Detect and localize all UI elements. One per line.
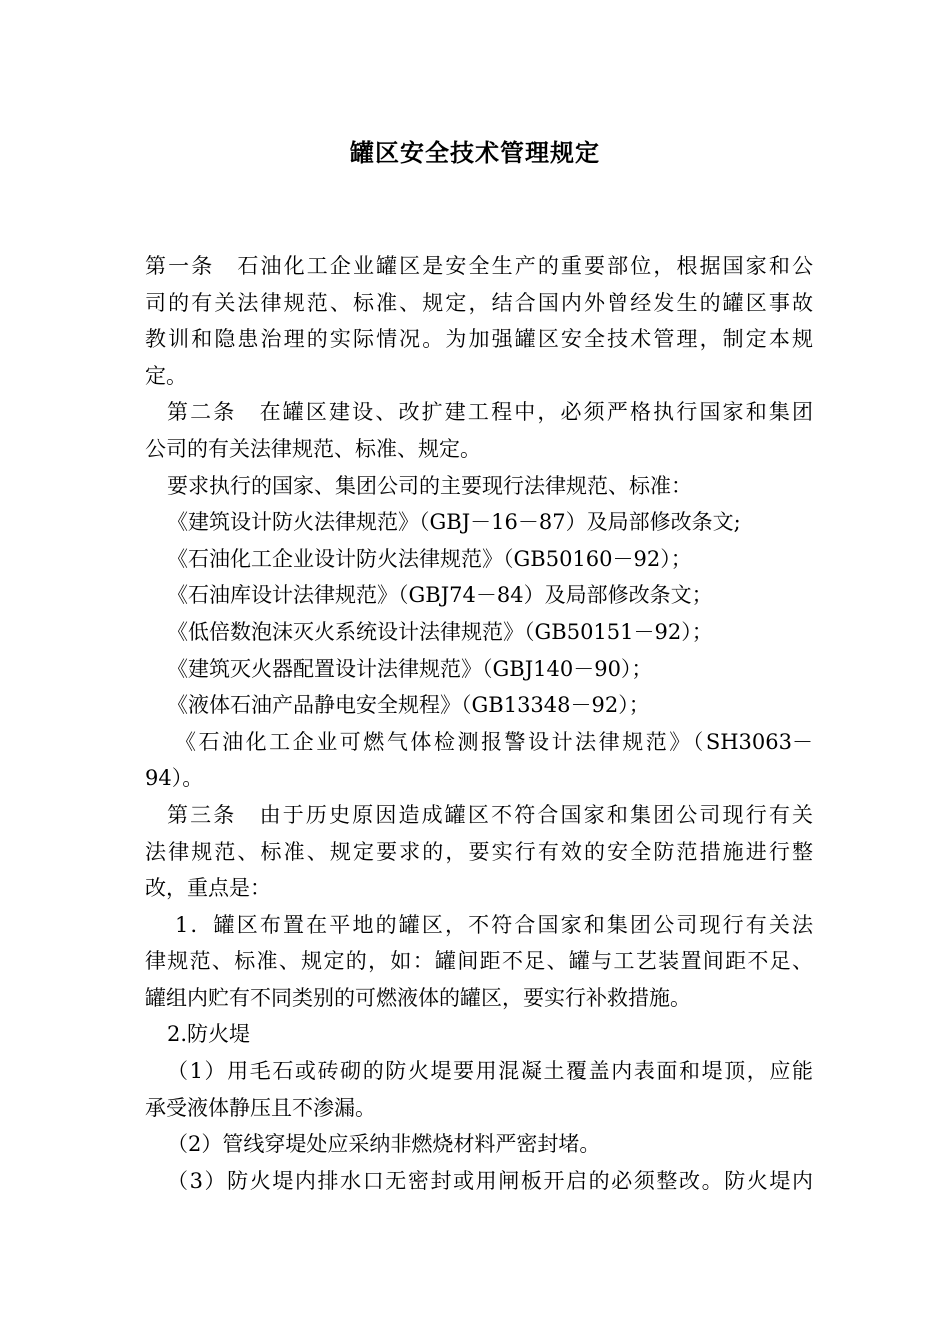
document-title: 罐区安全技术管理规定 <box>350 138 600 167</box>
paragraph-line: 第三条 由于历史原因造成罐区不符合国家和集团公司现行有关 <box>167 802 813 827</box>
paragraph-line: 第一条 石油化工企业罐区是安全生产的重要部位，根据国家和公 <box>145 254 813 278</box>
paragraph-line: 1．罐区布置在平地的罐区，不符合国家和集团公司现行有关法 <box>175 912 813 937</box>
list-item: 《建筑设计防火法律规范》（GBJ－16－87）及局部修改条文; <box>167 510 741 535</box>
paragraph-line: （1）用毛石或砖砌的防火堤要用混凝土覆盖内表面和堤顶，应能 <box>167 1059 813 1084</box>
paragraph-line: 公司的有关法律规范、标准、规定。 <box>145 436 481 461</box>
list-item: 《石油化工企业可燃气体检测报警设计法律规范》（SH3063－ <box>175 729 813 754</box>
list-item: 《建筑灭火器配置设计法律规范》（GBJ140－90）； <box>167 656 653 681</box>
paragraph-line: 教训和隐患治理的实际情况。为加强罐区安全技术管理，制定本规 <box>145 327 813 352</box>
list-item: 《石油库设计法律规范》（GBJ74－84）及局部修改条文； <box>167 583 713 608</box>
paragraph-line: 承受液体静压且不渗漏。 <box>145 1095 376 1120</box>
section-heading: 2.防火堤 <box>167 1022 251 1047</box>
paragraph-line: 法律规范、标准、规定要求的，要实行有效的安全防范措施进行整 <box>145 839 813 864</box>
paragraph-line: 司的有关法律规范、标准、规定，结合国内外曾经发生的罐区事故 <box>145 290 813 315</box>
document-body <box>145 248 813 1199</box>
paragraph-line: 要求执行的国家、集团公司的主要现行法律规范、标准： <box>167 473 692 498</box>
paragraph-line: 定。 <box>145 363 187 388</box>
paragraph-line: （2）管线穿堤处应采纳非燃烧材料严密封堵。 <box>167 1132 601 1157</box>
list-item: 《液体石油产品静电安全规程》（GB13348－92）； <box>167 693 650 718</box>
list-item: 《石油化工企业设计防火法律规范》（GB50160－92）； <box>167 546 692 571</box>
list-item: 《低倍数泡沫灭火系统设计法律规范》（GB50151－92）； <box>167 619 713 644</box>
paragraph-line: 第二条 在罐区建设、改扩建工程中，必须严格执行国家和集团 <box>167 400 813 425</box>
paragraph-line: 94）。 <box>145 766 204 791</box>
paragraph-line: （3）防火堤内排水口无密封或用闸板开启的必须整改。防火堤内 <box>167 1168 813 1193</box>
paragraph-line: 改，重点是： <box>145 876 271 901</box>
paragraph-line: 律规范、标准、规定的，如：罐间距不足、罐与工艺装置间距不足、 <box>145 949 813 974</box>
paragraph-line: 罐组内贮有不同类别的可燃液体的罐区，要实行补救措施。 <box>145 985 691 1010</box>
